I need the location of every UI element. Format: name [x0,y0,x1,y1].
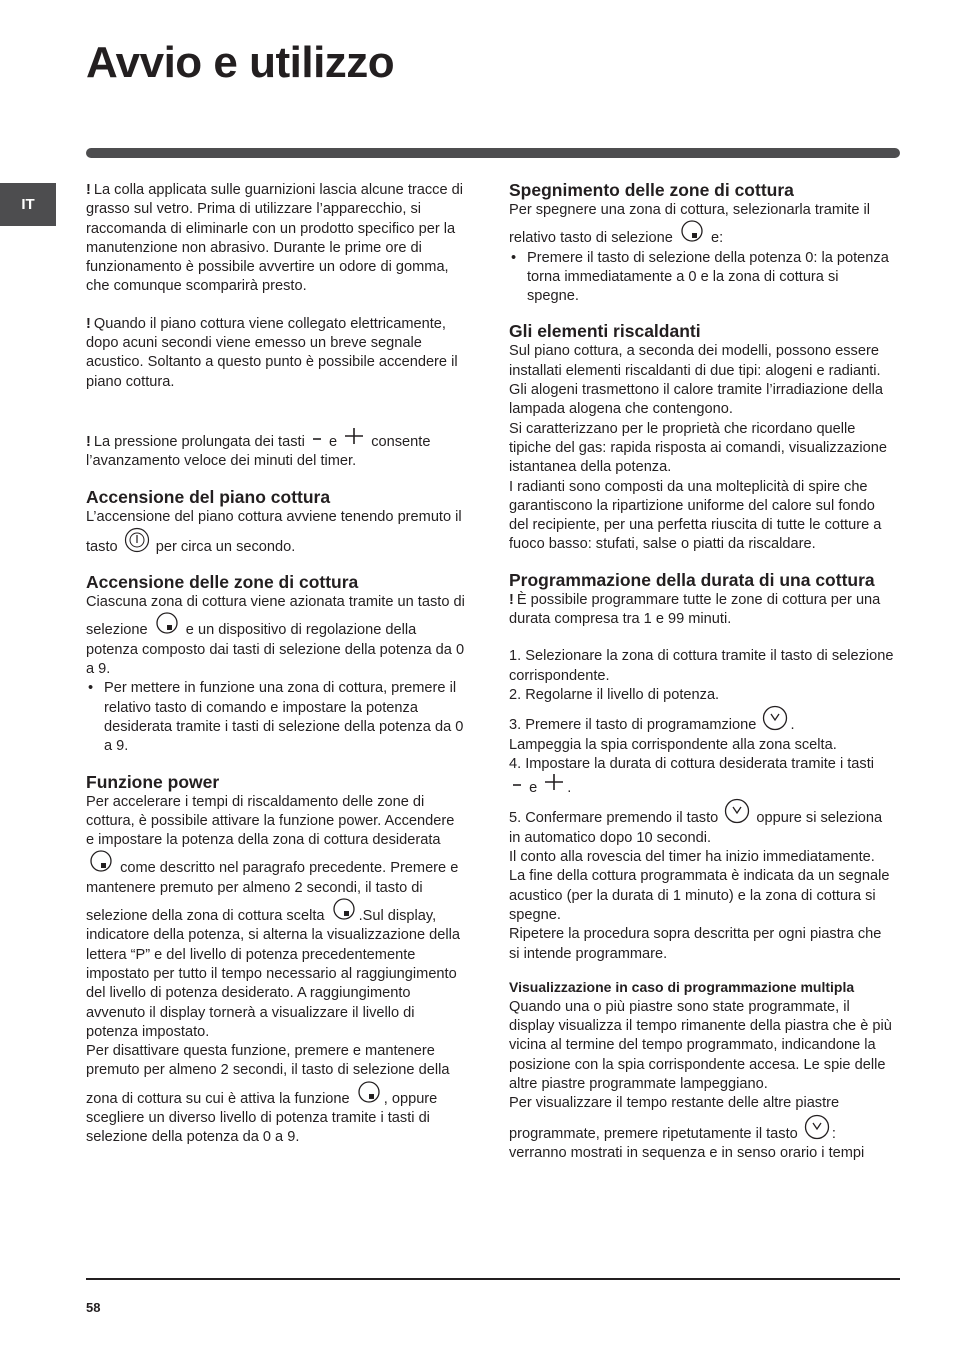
header-rule [86,148,900,158]
step-4: 4. Impostare la durata di cottura desiderata tramite i tasti e . [509,755,875,797]
zone-select-icon [88,850,114,874]
text-programmazione-intro: ! È possibile programmare tutte le zone di cottura per una durata compresa tra 1 e 99 minuti. [509,591,881,628]
zone-select-icon [356,1081,382,1105]
step-3-note: Lampeggia la spia corrispondente alla zona scelta. [509,736,837,753]
text-accensione-zone: Ciascuna zona di cottura viene azionata tramite un tasto di selezione e un dispositivo di regolazione della potenza composto dai tasti di selezione della potenza da 0 a 9. [86,594,465,678]
heading-programmazione: Programmazione della durata di una cottura [509,569,875,590]
heading-multipla: Visualizzazione in caso di programmazione multipla [509,978,855,995]
list-spegnimento [509,249,894,307]
list-item: • Premere il tasto di selezione della potenza 0: la potenza torna immediatamente a 0 e la zona di cottura si spegne. [509,249,894,307]
text-elementi-2: Gli alogeni trasmettono il calore tramite l’irradiazione della lampada alogena che contengono. [509,382,883,418]
list-accensione-zone [86,679,466,756]
heading-elementi: Gli elementi riscaldanti [509,321,701,342]
page-title: Avvio e utilizzo [86,38,395,87]
text-multipla-1: Quando una o più piastre sono state programmate, il display visualizza il tempo rimanente della piastra che è più vicina al termine del tempo programmato, indicandone la posizione con la spia corrispondente accesa. Le spie delle altre piastre programmate lampeggiano. [509,998,892,1092]
timer-clock-icon [724,798,750,824]
text-elementi-3: Si caratterizzano per le proprietà che ricordano quelle tipiche del gas: rapida risposta ai comandi, visualizzazione istantanea della potenza. [509,420,888,476]
timer-clock-icon [762,705,788,731]
heading-accensione-zone: Accensione delle zone di cottura [86,572,359,593]
zone-select-icon [679,220,705,244]
note-beep: ! Quando il piano cottura viene collegato elettricamente, dopo acuni secondi viene emesso un breve segnale acustico. Soltanto a questo punto è possibile accendere il piano cottura. [86,315,458,390]
plus-key-icon [343,428,365,448]
zone-select-icon [154,612,180,636]
zone-select-icon [331,898,357,922]
text-accensione-piano: L’accensione del piano cottura avviene tenendo premuto il tasto per circa un secondo. [86,508,462,555]
text-elementi-1: Sul piano cottura, a seconda dei modelli, possono essere installati elementi riscaldanti di due tipi: alogeni e radianti. [509,343,881,379]
heading-spegnimento: Spegnimento delle zone di cottura [509,180,794,200]
warning-mark: ! [86,315,91,332]
note-glue: ! La colla applicata sulle guarnizioni lascia alcune tracce di grasso sul vetro. Prima di utilizzare l’apparecchio, si raccomanda di eliminarle con un prodotto specifico per la manutenzione non abrasivo. Durante le prime ore di funzionamento è possibile avvertire un odore di gomma, che comunque scomparirà presto. [86,182,463,295]
step-3: 3. Premere il tasto di programamzione . [509,705,894,735]
footer-rule [86,1278,900,1280]
text-elementi-4: I radianti sono composti da una molteplicità di spire che garantiscono la ripartizione uniforme del calore sul fondo del recipiente, per una perfetta riuscita di tutte le cotture a fuoco basso: stufati, salse o piatti da riscaldare. [509,478,882,553]
step-5: 5. Confermare premendo il tasto oppure si seleziona in automatico dopo 10 secondi. [509,798,894,848]
power-button-icon [124,527,150,553]
minus-key-icon [311,434,323,448]
text-spegnimento: Per spegnere una zona di cottura, selezionarla tramite il relativo tasto di selezione e: [509,202,870,247]
text-funzione-power-off: Per disattivare questa funzione, premere e mantenere premuto per almeno 2 secondi, il tasto di selezione della zona di cottura su cui è attiva la funzione , oppure scegliere un diverso livello di potenza tramite i tasti di selezione della potenza da 0 a 9. [86,1043,450,1146]
page-number: 58 [86,1300,101,1315]
text-conto-rovescia: Il conto alla rovescia del timer ha inizio immediatamente. La fine della cottura programmata è indicata da un segnale acustico (per la durata di 1 minuto) e la zona di cottura si spegne. [509,849,890,923]
plus-key-icon [543,774,565,794]
right-column [509,181,894,1163]
warning-mark: ! [86,433,91,450]
left-column [86,181,466,1148]
step-2: 2. Regolarne il livello di potenza. [509,686,720,703]
minus-key-icon [511,780,523,794]
heading-accensione-piano: Accensione del piano cottura [86,486,331,507]
warning-mark: ! [509,591,514,608]
step-1: 1. Selezionare la zona di cottura tramite il tasto di selezione corrispondente. [509,648,894,684]
heading-funzione-power: Funzione power [86,771,220,792]
text-ripetere: Ripetere la procedura sopra descritta per ogni piastra che si intende programmare. [509,926,882,962]
timer-clock-icon [804,1114,830,1140]
text-multipla-2: Per visualizzare il tempo restante delle altre piastre programmate, premere ripetutamente il tasto : verranno mostrati in sequenza e in senso orario i tempi [509,1095,865,1161]
note-timer-keys: ! La pressione prolungata dei tasti e consente l’avanzamento veloce dei minuti del timer. [86,428,466,472]
text-funzione-power: Per accelerare i tempi di riscaldamento delle zone di cottura, è possibile attivare la funzione power. Accendere e impostare la potenza della zona di cottura desiderata come descritto nel paragrafo precedente. Premere e mantenere premuto per almeno 2 secondi, il tasto di selezione della zona di cottura scelta .Sul display, indicatore della potenza, si alterna la visualizzazione della lettera “P” e del livello di potenza precedentemente impostato per tutto il tempo necessario al raggiungimento del livello di potenza desiderato. A raggiungimento avvenuto il display tornerà a visualizzare il livello di potenza impostato. [86,793,460,1040]
list-item: • Per mettere in funzione una zona di cottura, premere il relativo tasto di comando e impostare la potenza desiderata tramite i tasti di selezione della potenza da 0 a 9. [86,679,466,756]
warning-mark: ! [86,182,91,198]
language-tab: IT [0,183,56,226]
